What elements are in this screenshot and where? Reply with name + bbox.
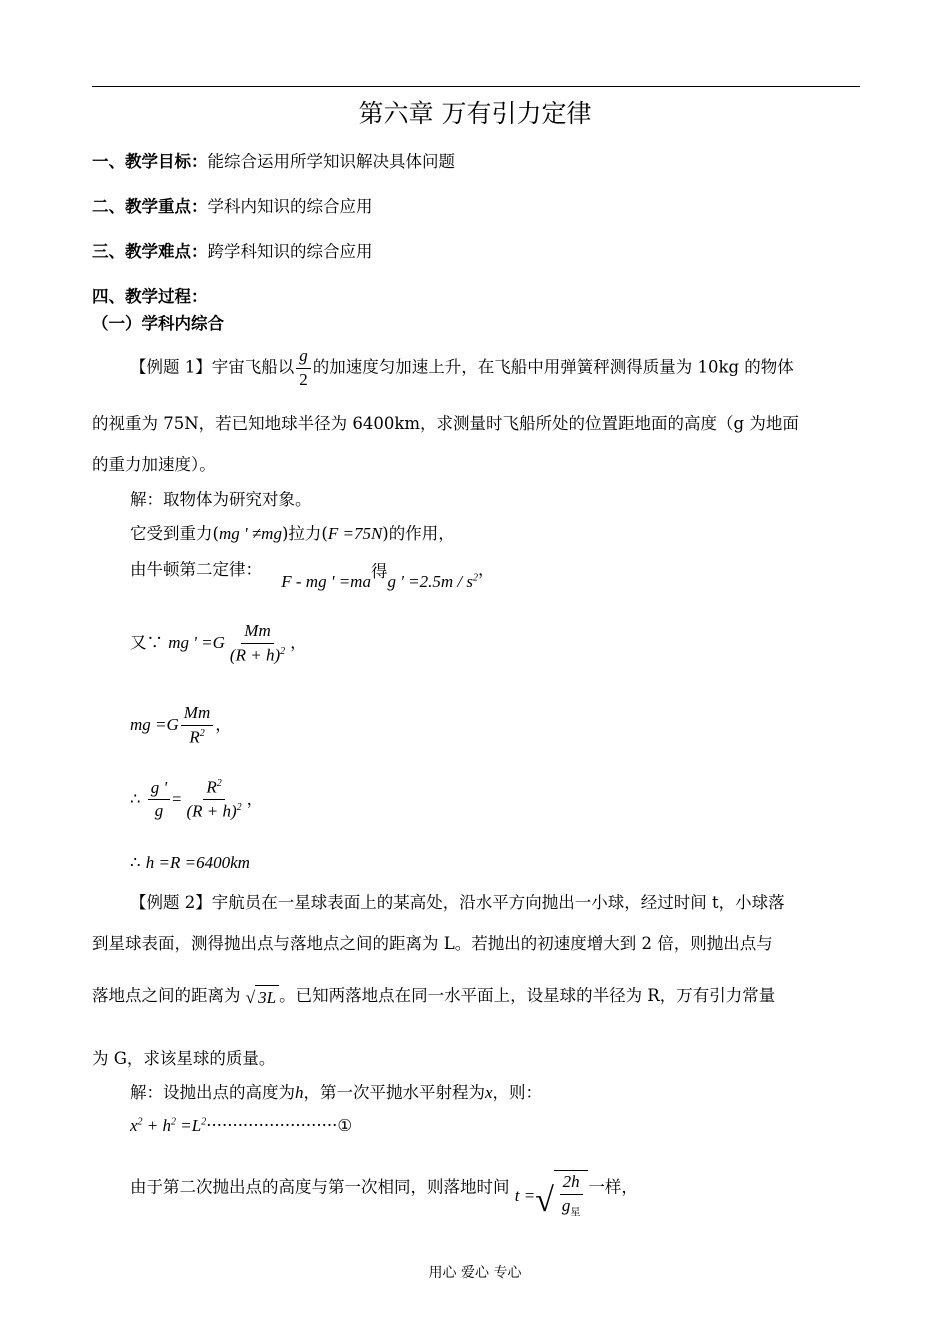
sqrt-radicand: 3L: [255, 985, 279, 1008]
eq2-exp: 2: [280, 645, 286, 657]
ex1-line1: [130, 347, 794, 389]
t-sub: 星: [570, 1207, 581, 1219]
ex2-line5: [130, 1164, 638, 1220]
ex1-text-b: 的加速度匀加速上升，在飞船中用弹簧秤测得质量为 10kg 的物体: [312, 357, 794, 377]
ex2-text-5b: 一样，: [588, 1177, 638, 1197]
key-text: 学科内知识的综合应用: [207, 197, 373, 216]
ex1-force-line: [130, 520, 455, 544]
difficulty-text: 跨学科知识的综合应用: [207, 242, 373, 261]
eq1-exp-b: 2: [171, 1116, 177, 1128]
process-label: 四、教学过程：: [92, 287, 208, 306]
eq3-left: mg =G: [130, 715, 179, 735]
eq1-L: =L: [176, 1116, 202, 1135]
force-text-a: 它受到重力(: [130, 524, 219, 543]
eq4-right-fraction: [183, 778, 244, 822]
difficulty-line: [92, 238, 373, 262]
ex1-line3: 的重力加速度）。: [92, 455, 216, 474]
eq4-rden: (R + h): [186, 802, 237, 821]
g-prime-eq: g ' =2.5m / s: [387, 572, 473, 591]
frac-den: 2: [299, 369, 308, 389]
ex2-line1: [130, 889, 785, 913]
ex1-fraction: [296, 347, 311, 389]
ex2-text-1: 宇航员在一星球表面上的某高处，沿水平方向抛出一小球，经过时间 t，小球落: [211, 893, 785, 912]
eq4-equals: =: [172, 789, 182, 809]
sqrt-icon: √: [535, 1182, 554, 1220]
comma: ，: [246, 789, 264, 809]
eq3-num: Mm: [181, 704, 213, 726]
header-rule: [92, 86, 860, 87]
sqrt-icon: √: [245, 988, 256, 1007]
sol-text-c: ，则：: [492, 1083, 543, 1102]
page-title: 第六章 万有引力定律: [358, 99, 592, 128]
ex1-solution: 解：取物体为研究对象。: [130, 490, 312, 509]
ex1-eq4: [130, 778, 263, 822]
newton-eq: F - mg ' =ma: [281, 572, 371, 591]
eq1-h: + h: [142, 1116, 172, 1135]
var-h: h: [295, 1083, 304, 1102]
ex1-eq3: [130, 704, 232, 747]
goal-text: 能综合运用所学知识解决具体问题: [207, 152, 455, 171]
eq3-fraction: [181, 704, 213, 747]
ex1-result: [130, 853, 250, 873]
eq2-left: mg ' =G: [168, 633, 225, 653]
ex2-solution: [130, 1079, 542, 1103]
sol-text-a: 解：设抛出点的高度为: [130, 1083, 295, 1102]
force-mg: mg ' ≠mg: [218, 524, 282, 543]
t-eq: t =: [514, 1185, 536, 1205]
difficulty-label: 三、教学难点：: [92, 242, 208, 261]
comma: ，: [477, 560, 495, 579]
var-x: x: [485, 1083, 493, 1102]
de-text: 得: [370, 562, 388, 581]
ex2-eq1: [130, 1116, 352, 1136]
ex2-text-5a: 由于第二次抛出点的高度与第一次相同，则落地时间: [130, 1177, 510, 1197]
force-text-c: )的作用，: [382, 524, 455, 543]
eq4-left-fraction: [148, 779, 170, 821]
eq1-x: x: [130, 1116, 138, 1135]
key-label: 二、教学重点：: [92, 197, 208, 216]
ex2-line3: [92, 982, 775, 1008]
ex2-text-3a: 落地点之间的距离为: [92, 986, 241, 1005]
eq1-dots: ·························①: [206, 1116, 353, 1135]
t-num: 2h: [560, 1173, 583, 1195]
ex1-eq2: [130, 622, 307, 665]
force-F: F =75N: [327, 524, 383, 543]
sol-text-b: ，第一次平抛水平射程为: [303, 1083, 485, 1102]
you-text: 又∵: [130, 633, 163, 653]
eq2-den: (R + h): [229, 645, 281, 665]
t-den: g: [561, 1195, 571, 1215]
result-eq: h =R =6400km: [145, 853, 250, 872]
eq1-exp-a: 2: [137, 1116, 143, 1128]
t-sqrt: [535, 1170, 588, 1218]
ex2-line2: 到星球表面，测得抛出点与落地点之间的距离为 L。若抛出的初速度增大到 2 倍，则抛出点与: [92, 934, 773, 953]
eq1-exp-c: 2: [201, 1116, 207, 1128]
ex2-text-3b: 。已知两落地点在同一水平面上，设星球的半径为 R，万有引力常量: [279, 986, 776, 1005]
page-footer: 用心 爱心 专心: [428, 1265, 522, 1281]
sqrt-expression: [246, 985, 279, 1008]
goal-line: [92, 148, 455, 172]
ex2-line4: 为 G，求该星球的质量。: [92, 1049, 276, 1068]
therefore-symbol: ∴: [130, 789, 141, 809]
subsection-label: （一）学科内综合: [92, 314, 224, 333]
ex1-tag: 【例题 1】: [130, 357, 212, 377]
ex1-line2: 的视重为 75N，若已知地球半径为 6400km，求测量时飞船所处的位置距地面的高度（g 为地面: [92, 414, 799, 433]
comma: ，: [215, 715, 232, 735]
eq4-rden-exp: 2: [236, 802, 242, 814]
ex2-tag: 【例题 2】: [130, 893, 212, 912]
eq4-num: g ': [148, 779, 170, 801]
eq4-rnum-exp: 2: [216, 778, 222, 789]
newton-text: 由牛顿第二定律：: [130, 560, 262, 579]
therefore-symbol: ∴: [130, 853, 141, 872]
ex1-newton-line: [130, 556, 495, 591]
eq3-exp: 2: [199, 727, 205, 739]
t-fraction: [559, 1173, 584, 1218]
exp-2: 2: [472, 572, 478, 584]
eq4-rnum: R: [206, 777, 217, 797]
ex1-text-a: 宇宙飞船以: [211, 357, 295, 377]
key-line: [92, 193, 373, 217]
eq2-num: Mm: [241, 622, 273, 644]
eq4-den: g: [154, 801, 164, 821]
force-text-b: )拉力(: [281, 524, 328, 543]
frac-num: g: [296, 347, 311, 369]
eq3-den: R: [189, 727, 200, 747]
eq2-fraction: [227, 622, 288, 665]
goal-label: 一、教学目标：: [92, 152, 208, 171]
comma: ，: [290, 633, 307, 653]
